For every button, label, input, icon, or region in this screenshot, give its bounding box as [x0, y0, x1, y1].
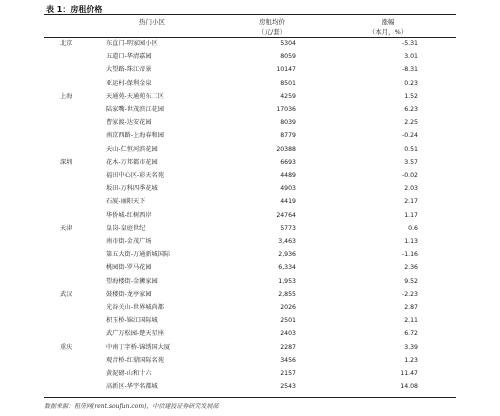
community-cell: 积玉桥-锦江国际城 [106, 317, 158, 325]
change-cell: 1.23 [404, 356, 418, 364]
table-row [44, 290, 456, 300]
table-row [44, 158, 456, 168]
city-cell: 重庆 [60, 343, 73, 351]
community-cell: 黄泥磅-山和十六 [106, 370, 152, 377]
table-row [44, 263, 456, 273]
change-cell: -8.31 [401, 66, 418, 74]
change-cell: 6.23 [404, 106, 418, 113]
table-row [44, 211, 456, 221]
change-cell: -5.31 [401, 40, 418, 47]
price-cell: 8039 [280, 119, 296, 127]
bottom-rule [44, 397, 456, 398]
community-cell: 东直门-明家园小区 [106, 40, 158, 47]
header-change-title: 涨幅 [381, 18, 395, 26]
table-row [44, 197, 456, 207]
community-cell: 南市街-金茂广场 [106, 238, 152, 245]
price-cell: 3,463 [278, 238, 296, 245]
change-cell: 2.17 [404, 198, 418, 206]
community-cell: 亚运村-保利金泉 [106, 79, 152, 87]
table-row [44, 39, 456, 49]
price-cell: 8779 [280, 132, 296, 140]
table-row [44, 65, 456, 75]
table-row [44, 92, 456, 102]
city-cell: 武汉 [60, 290, 73, 298]
change-cell: 1.17 [404, 211, 418, 219]
community-cell: 天山-仁恒河滨花园 [106, 145, 158, 153]
change-cell: -2.23 [401, 290, 418, 298]
header-community: 热门小区 [139, 18, 165, 26]
table-row [44, 52, 456, 62]
city-cell: 天津 [60, 224, 73, 232]
change-cell: 11.47 [400, 370, 418, 377]
table-row [44, 171, 456, 181]
community-cell: 坂田-万科四季花城 [106, 185, 158, 193]
price-cell: 8059 [280, 53, 296, 61]
change-cell: 2.11 [404, 317, 418, 325]
price-cell: 1,953 [278, 277, 296, 285]
price-cell: 2026 [280, 304, 296, 311]
price-cell: 24764 [276, 211, 296, 219]
top-rule [44, 14, 456, 15]
change-cell: 3.01 [404, 53, 418, 61]
price-cell: 3456 [280, 356, 296, 364]
change-cell: 3.57 [404, 158, 418, 166]
price-cell: 20388 [276, 145, 296, 153]
table-row [44, 329, 456, 339]
community-cell: 鼓楼街-龙亭家园 [106, 290, 152, 298]
price-cell: 2403 [280, 330, 296, 338]
change-cell: 2.03 [404, 185, 418, 193]
community-cell: 望海楼街-金狮家园 [106, 277, 158, 285]
price-cell: 6,334 [278, 264, 296, 272]
change-cell: 14.08 [400, 383, 418, 391]
header-price-unit: （元/套） [257, 28, 287, 36]
price-cell: 5304 [280, 40, 296, 47]
price-cell: 5773 [280, 224, 296, 232]
change-cell: 0.51 [404, 145, 418, 153]
price-cell: 2,855 [278, 290, 296, 298]
table-row [44, 131, 456, 141]
table-row [44, 250, 456, 260]
community-cell: 第五大街-万通新城国际 [106, 251, 171, 259]
source-note: 数据来源：租房网(rent.soufun.com)，中信建投证券研究发展部 [44, 403, 219, 410]
table-row [44, 184, 456, 194]
table-row [44, 316, 456, 326]
price-cell: 2,936 [278, 251, 296, 259]
table-row [44, 356, 456, 366]
table-title: 表 1：房租价格 [46, 5, 103, 14]
community-cell: 武广万松园-楚天星座 [106, 330, 164, 338]
change-cell: 3.39 [404, 343, 418, 351]
community-cell: 观音桥-红鼎国际名苑 [106, 356, 164, 364]
community-cell: 皇岗-皇庭世纪 [106, 224, 146, 232]
header-change-unit: （本月，%） [368, 28, 408, 36]
change-cell: 6.72 [404, 330, 418, 338]
change-cell: -1.16 [401, 251, 418, 259]
price-cell: 4903 [280, 185, 296, 193]
price-cell: 4259 [280, 92, 296, 100]
community-cell: 天通苑-天通苑东二区 [106, 92, 164, 100]
change-cell: 0.6 [408, 224, 418, 232]
table-row [44, 303, 456, 313]
price-cell: 2501 [280, 317, 296, 325]
table-row [44, 382, 456, 392]
price-cell: 6693 [280, 158, 296, 166]
city-cell: 上海 [60, 92, 73, 100]
community-cell: 大望路-珠江帝景 [106, 66, 152, 74]
change-cell: 9.52 [404, 277, 418, 285]
change-cell: 1.13 [404, 238, 418, 245]
community-cell: 中南丁字桥-锦绣国大厦 [106, 343, 171, 351]
community-cell: 五道口-华清嘉园 [106, 53, 152, 61]
table-row [44, 237, 456, 247]
table-row [44, 118, 456, 128]
change-cell: 2.36 [404, 264, 418, 272]
community-cell: 桃园街-罗马花园 [106, 264, 152, 272]
change-cell: -0.24 [401, 132, 418, 140]
community-cell: 光谷关山-世界城尚都 [106, 304, 164, 311]
price-cell: 2543 [280, 383, 296, 391]
community-cell: 石厦-丽阳天下 [106, 198, 146, 206]
table-row [44, 224, 456, 234]
city-cell: 深圳 [60, 158, 73, 166]
header-price-title: 房租均价 [259, 18, 285, 26]
community-cell: 华侨城-红树西岸 [106, 211, 152, 219]
table-row [44, 79, 456, 89]
price-cell: 4489 [280, 172, 296, 179]
table-row [44, 277, 456, 287]
community-cell: 曹家渡-达安花园 [106, 119, 152, 127]
price-cell: 2287 [280, 343, 296, 351]
table-row [44, 369, 456, 379]
price-cell: 2157 [280, 370, 296, 377]
community-cell: 陆家嘴-世茂滨江花园 [106, 106, 164, 113]
change-cell: 2.25 [404, 119, 418, 127]
header-rule [44, 37, 456, 38]
change-cell: 2.87 [404, 304, 418, 311]
table-row [44, 105, 456, 115]
table-row [44, 145, 456, 155]
price-cell: 8501 [280, 79, 296, 87]
change-cell: 1.52 [404, 92, 418, 100]
price-cell: 4419 [280, 198, 296, 206]
change-cell: 0.23 [404, 79, 418, 87]
community-cell: 南京西路-上海春和园 [106, 132, 164, 140]
table-row [44, 343, 456, 353]
change-cell: -0.02 [401, 172, 418, 179]
price-cell: 17036 [276, 106, 296, 113]
community-cell: 花木-万邦都市花园 [106, 158, 158, 166]
community-cell: 高新区-华宇名都城 [106, 383, 158, 391]
price-cell: 10147 [276, 66, 296, 74]
community-cell: 福田中心区-彩天名苑 [106, 172, 164, 179]
city-cell: 北京 [60, 40, 73, 47]
